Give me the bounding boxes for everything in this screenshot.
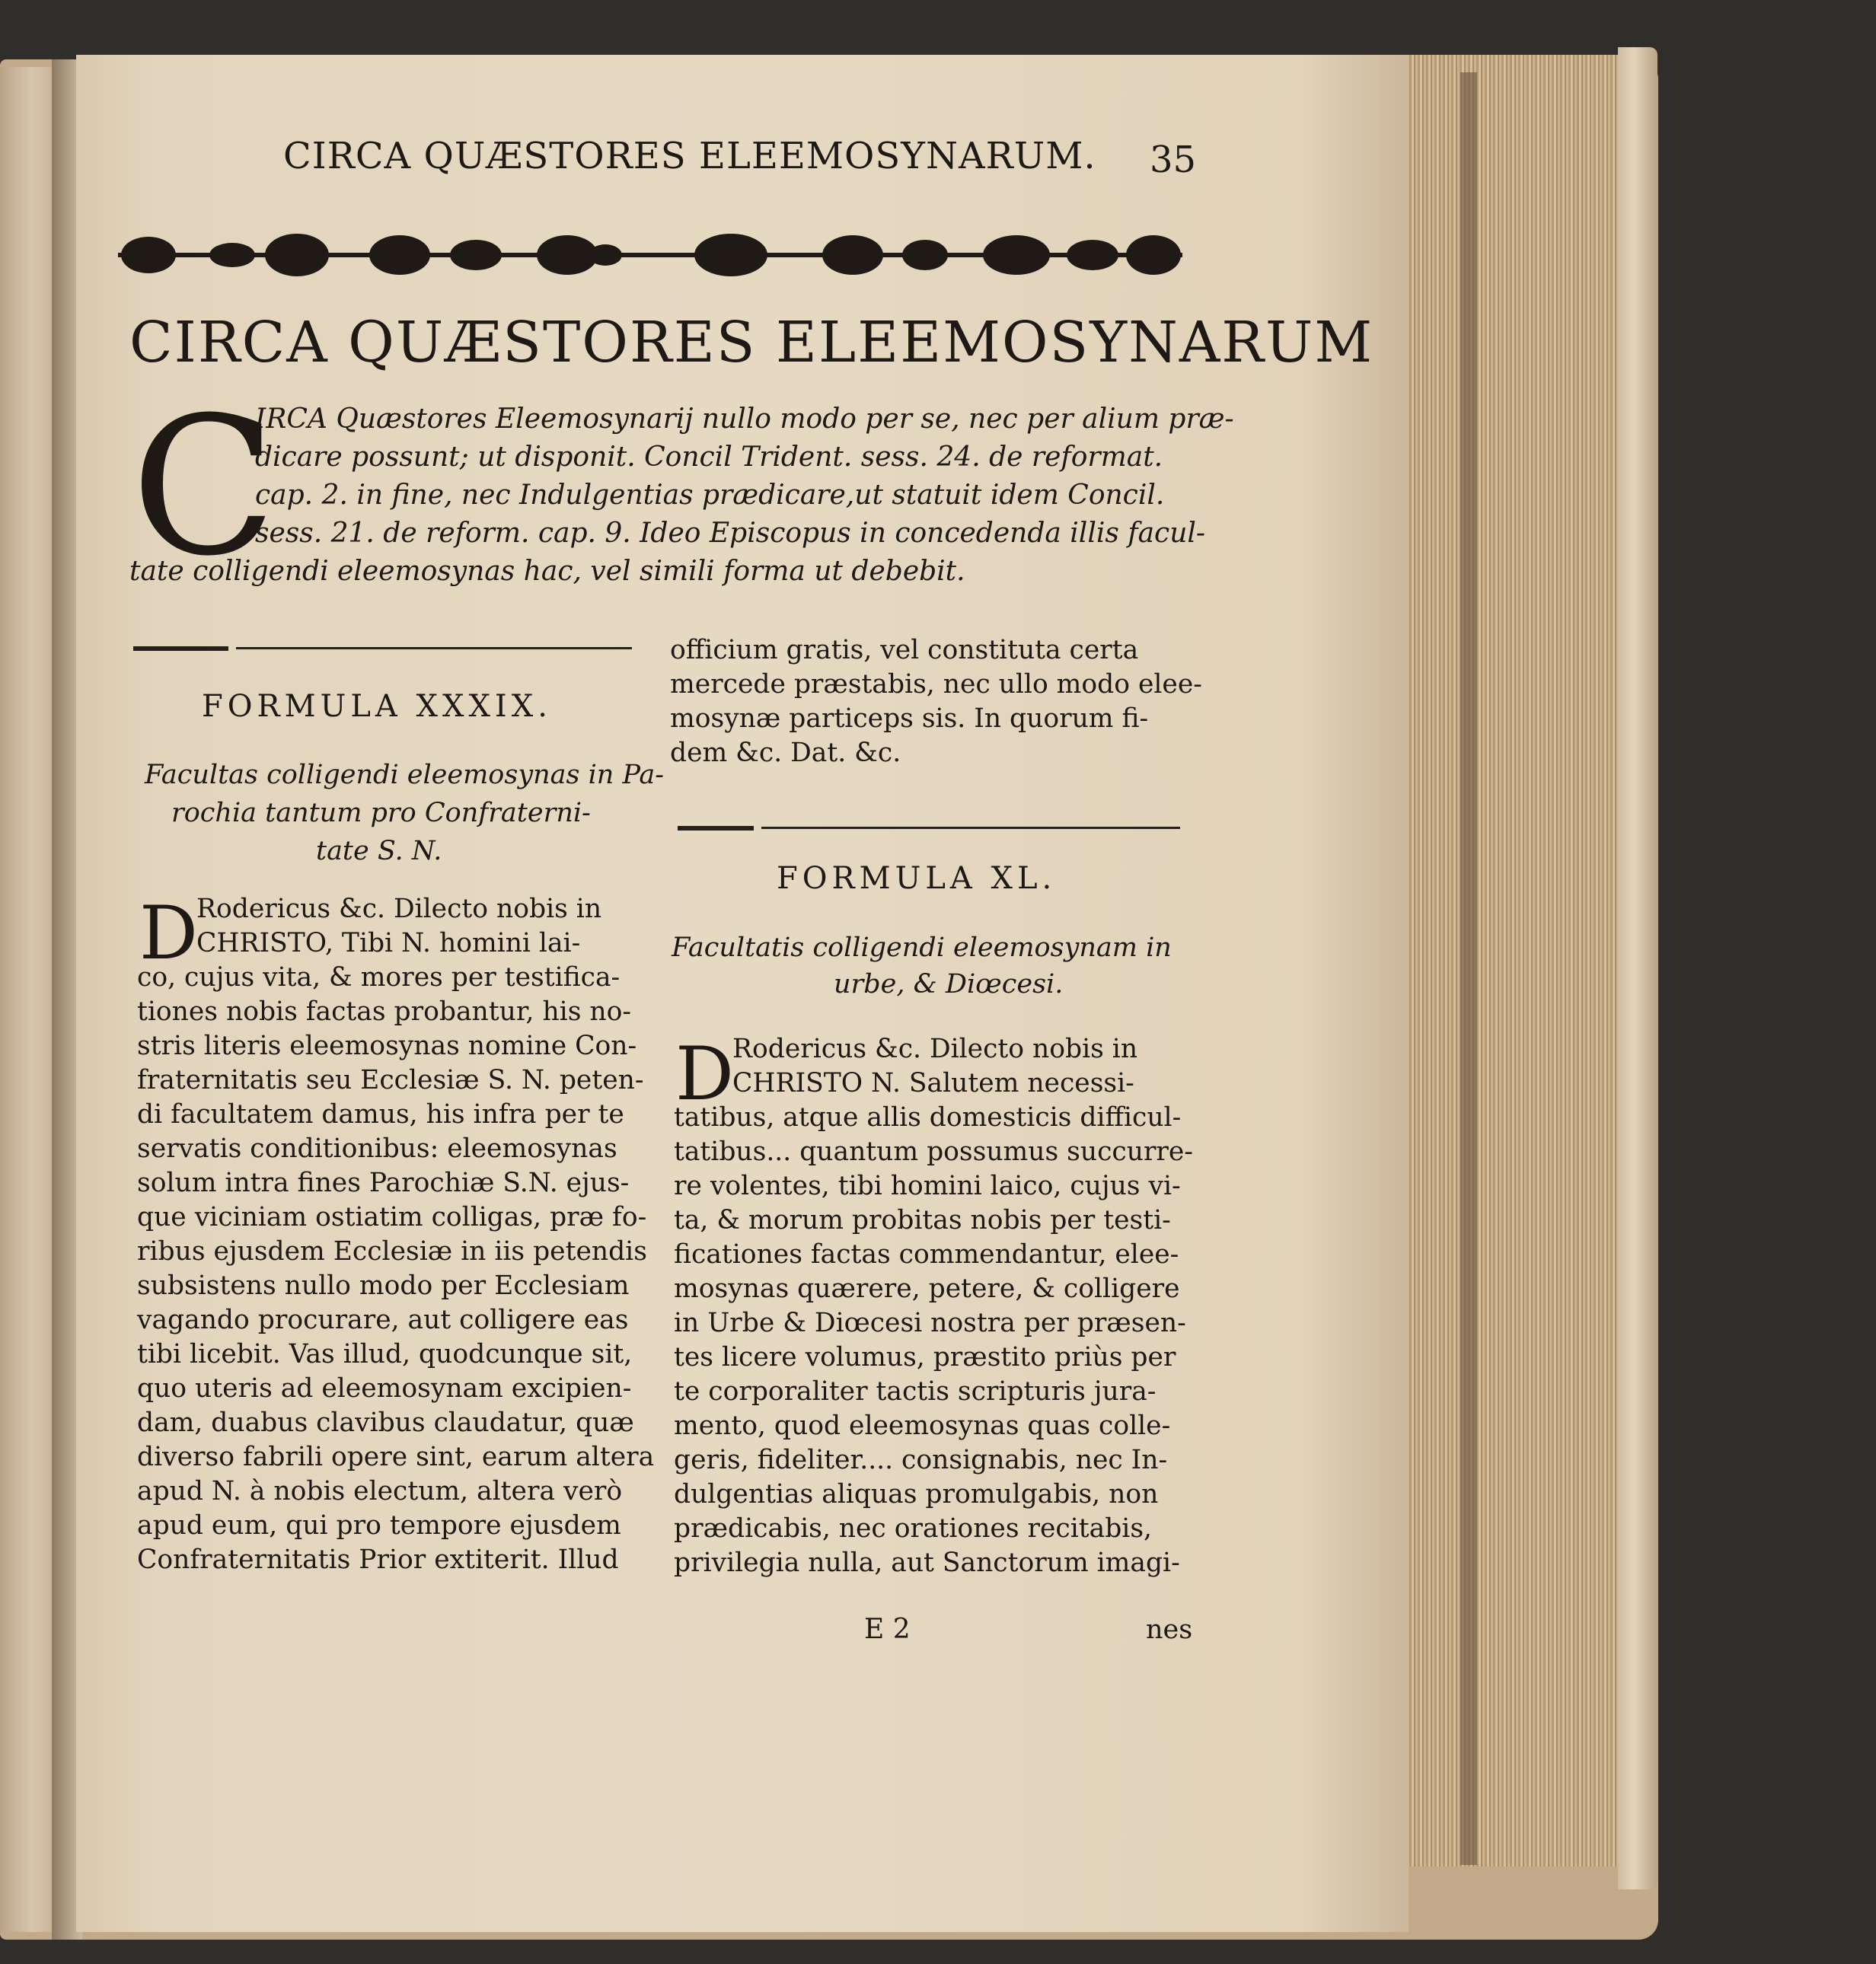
formula-39-line: stris literis eleemosynas nomine Con- <box>137 1031 637 1061</box>
formula-39-line: co, cujus vita, & mores per testifica- <box>137 962 621 993</box>
formula-40-heading: FORMULA XL. <box>777 861 1057 896</box>
formula-39-line: Confraternitatis Prior extiterit. Illud <box>137 1545 619 1575</box>
page-edges-shadow <box>1460 72 1477 1865</box>
formula-40-line: ta, & morum probitas nobis per testi- <box>674 1205 1171 1235</box>
formula-40-line: te corporaliter tactis scripturis jura- <box>674 1376 1157 1407</box>
formula-40-initial: D <box>675 1031 734 1117</box>
formula-40-line: tes licere volumus, præstito priùs per <box>674 1342 1176 1373</box>
formula-39-line: diverso fabrili opere sint, earum altera <box>137 1442 655 1472</box>
formula-39-continuation-line: mercede præstabis, nec ullo modo elee- <box>670 669 1202 700</box>
column-rule-left <box>236 647 632 649</box>
column-rule-right <box>761 827 1180 829</box>
formula-40-line: prædicabis, nec orationes recitabis, <box>674 1513 1152 1544</box>
intro-line: sess. 21. de reform. cap. 9. Ideo Episcopus in concedenda illis facul- <box>255 518 1206 549</box>
formula-39-line: quo uteris ad eleemosynam excipien- <box>137 1373 632 1404</box>
formula-39-subtitle: tate S. N. <box>316 836 442 866</box>
intro-line: IRCA Quæstores Eleemosynarij nullo modo per se, nec per alium præ- <box>255 403 1234 435</box>
formula-39-line: apud eum, qui pro tempore ejusdem <box>137 1510 621 1541</box>
formula-40-line: ficationes factas commendantur, elee- <box>674 1239 1179 1270</box>
formula-39-line: servatis conditionibus: eleemosynas <box>137 1133 617 1164</box>
formula-39-line: que viciniam ostiatim colligas, præ fo- <box>137 1202 647 1232</box>
formula-39-continuation-line: mosynæ particeps sis. In quorum fi- <box>670 703 1149 734</box>
formula-39-line: subsistens nullo modo per Ecclesiam <box>137 1271 630 1301</box>
formula-39-line: solum intra fines Parochiæ S.N. ejus- <box>137 1168 630 1198</box>
formula-39-continuation-line: dem &c. Dat. &c. <box>670 738 901 768</box>
page-number: 35 <box>1150 139 1197 181</box>
formula-39-line: CHRISTO, Tibi N. homini lai- <box>196 928 581 958</box>
formula-39-line: dam, duabus clavibus claudatur, quæ <box>137 1408 634 1438</box>
formula-40-line: CHRISTO N. Salutem necessi- <box>732 1068 1134 1098</box>
formula-39-line: Rodericus &c. Dilecto nobis in <box>196 894 602 924</box>
formula-40-line: tatibus... quantum possumus succurre- <box>674 1137 1193 1167</box>
left-page-edge <box>0 67 55 1932</box>
formula-40-line: tatibus, atque allis domesticis difficul- <box>674 1102 1182 1133</box>
intro-drop-cap: C <box>131 376 277 598</box>
intro-line: dicare possunt; ut disponit. Concil Trident. sess. 24. de reformat. <box>255 442 1163 473</box>
formula-39-line: fraternitatis seu Ecclesiæ S. N. peten- <box>137 1065 644 1095</box>
formula-39-heading: FORMULA XXXIX. <box>202 689 552 724</box>
formula-39-initial: D <box>139 891 198 976</box>
formula-40-line: Rodericus &c. Dilecto nobis in <box>732 1034 1138 1064</box>
main-title: CIRCA QUÆSTORES ELEEMOSYNARUM <box>129 310 1374 375</box>
intro-line: tate colligendi eleemosynas hac, vel simili forma ut debebit. <box>129 556 965 587</box>
formula-39-line: tibi licebit. Vas illud, quodcunque sit, <box>137 1339 633 1369</box>
formula-40-line: re volentes, tibi homini laico, cujus vi- <box>674 1171 1181 1201</box>
formula-39-continuation-line: officium gratis, vel constituta certa <box>670 635 1139 665</box>
formula-39-line: vagando procurare, aut colligere eas <box>137 1305 629 1335</box>
column-rule-left-lead <box>133 646 228 651</box>
ornament-band-icon <box>118 228 1182 282</box>
formula-40-subtitle: urbe, & Diœcesi. <box>834 969 1064 1000</box>
catchword: nes <box>1146 1615 1193 1645</box>
intro-line: cap. 2. in fine, nec Indulgentias prædicare,ut statuit idem Concil. <box>255 480 1165 511</box>
signature-mark: E 2 <box>864 1614 911 1645</box>
page-edges-stack <box>1401 55 1628 1867</box>
formula-39-line: ribus ejusdem Ecclesiæ in iis petendis <box>137 1236 647 1267</box>
back-cover-edge <box>1618 47 1657 1889</box>
formula-40-line: geris, fideliter.... consignabis, nec In- <box>674 1445 1168 1475</box>
formula-39-line: apud N. à nobis electum, altera verò <box>137 1476 623 1506</box>
formula-40-line: in Urbe & Diœcesi nostra per præsen- <box>674 1308 1186 1338</box>
formula-39-line: di facultatem damus, his infra per te <box>137 1099 624 1130</box>
formula-40-line: privilegia nulla, aut Sanctorum imagi- <box>674 1548 1180 1578</box>
formula-39-subtitle: Facultas colligendi eleemosynas in Pa- <box>145 760 665 790</box>
formula-39-line: tiones nobis factas probantur, his no- <box>137 996 632 1027</box>
column-rule-right-lead <box>678 826 754 831</box>
formula-40-line: mento, quod eleemosynas quas colle- <box>674 1411 1171 1441</box>
running-header: CIRCA QUÆSTORES ELEEMOSYNARUM. <box>283 135 1096 177</box>
formula-40-line: mosynas quærere, petere, & colligere <box>674 1274 1180 1304</box>
formula-39-subtitle: rochia tantum pro Confraterni- <box>171 798 591 828</box>
formula-40-line: dulgentias aliquas promulgabis, non <box>674 1479 1159 1510</box>
formula-40-subtitle: Facultatis colligendi eleemosynam in <box>672 933 1172 963</box>
